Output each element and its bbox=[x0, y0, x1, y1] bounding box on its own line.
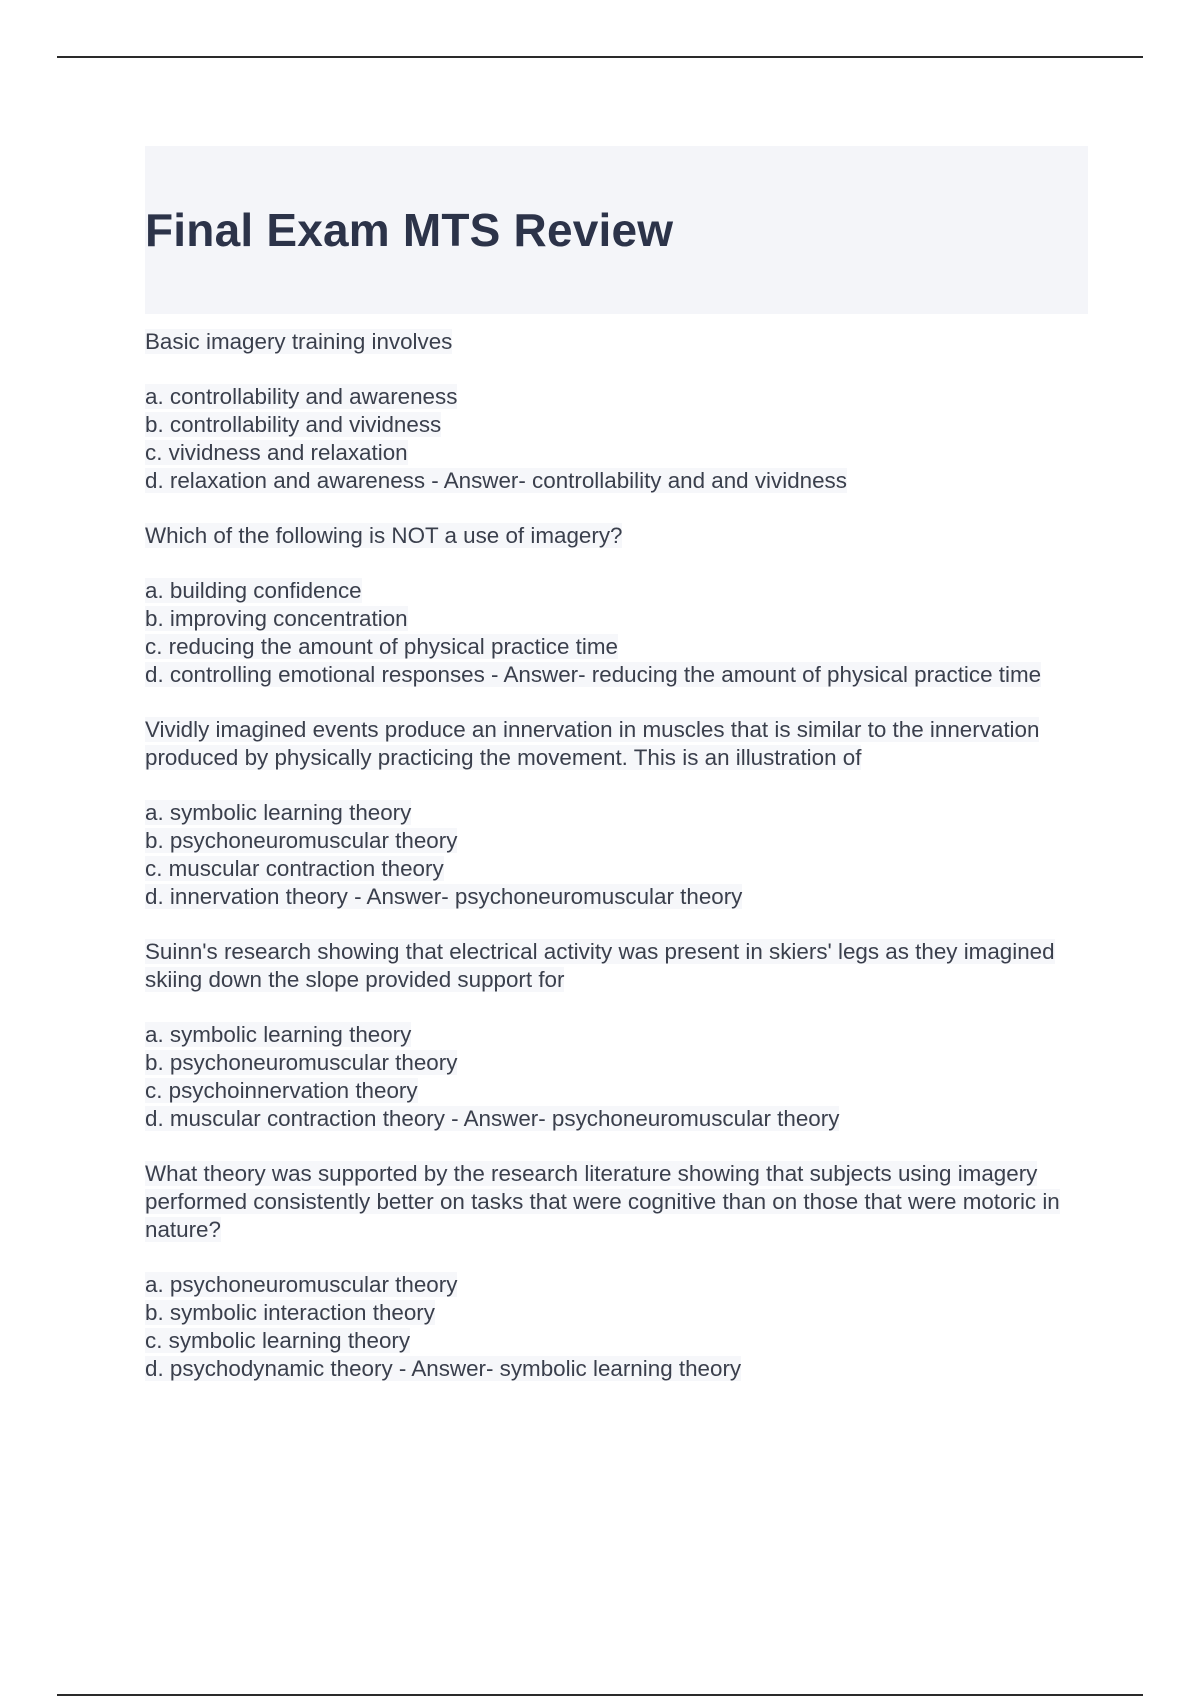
question-block bbox=[145, 1160, 1088, 1383]
question-block bbox=[145, 522, 1088, 689]
question-prompt: Basic imagery training involves bbox=[145, 329, 453, 354]
option-list bbox=[145, 577, 1088, 689]
option-list bbox=[145, 799, 1088, 911]
option-a: a. symbolic learning theory bbox=[145, 1022, 412, 1047]
question-block bbox=[145, 328, 1088, 495]
option-a: a. psychoneuromuscular theory bbox=[145, 1272, 458, 1297]
option-b: b. improving concentration bbox=[145, 606, 408, 631]
option-d-with-answer: d. relaxation and awareness - Answer- controllability and and vividness bbox=[145, 468, 847, 493]
question-list bbox=[145, 328, 1088, 1383]
document-body bbox=[145, 146, 1088, 1383]
option-c: c. psychoinnervation theory bbox=[145, 1078, 418, 1103]
option-d-with-answer: d. controlling emotional responses - Answer- reducing the amount of physical practice time bbox=[145, 662, 1042, 687]
option-d-with-answer: d. innervation theory - Answer- psychoneuromuscular theory bbox=[145, 884, 743, 909]
question-prompt: Vividly imagined events produce an innervation in muscles that is similar to the innervation produced by physically practicing the movement. This is an illustration of bbox=[145, 717, 1040, 770]
question-prompt: Which of the following is NOT a use of imagery? bbox=[145, 523, 623, 548]
option-c: c. vividness and relaxation bbox=[145, 440, 408, 465]
option-list bbox=[145, 1271, 1088, 1383]
question-block bbox=[145, 938, 1088, 1133]
page-title: Final Exam MTS Review bbox=[145, 204, 674, 256]
option-d-with-answer: d. psychodynamic theory - Answer- symbolic learning theory bbox=[145, 1356, 742, 1381]
question-prompt: What theory was supported by the research literature showing that subjects using imagery performed consistently better on tasks that were cognitive than on those that were motoric in nature? bbox=[145, 1161, 1060, 1242]
option-c: c. symbolic learning theory bbox=[145, 1328, 411, 1353]
option-a: a. symbolic learning theory bbox=[145, 800, 412, 825]
option-list bbox=[145, 383, 1088, 495]
option-b: b. controllability and vividness bbox=[145, 412, 442, 437]
option-b: b. psychoneuromuscular theory bbox=[145, 1050, 458, 1075]
top-divider bbox=[57, 56, 1143, 58]
option-c: c. muscular contraction theory bbox=[145, 856, 444, 881]
option-list bbox=[145, 1021, 1088, 1133]
title-band bbox=[145, 146, 1088, 314]
bottom-divider bbox=[57, 1694, 1143, 1696]
question-prompt: Suinn's research showing that electrical activity was present in skiers' legs as they imagined skiing down the slope provided support for bbox=[145, 939, 1055, 992]
question-block bbox=[145, 716, 1088, 911]
option-c: c. reducing the amount of physical practice time bbox=[145, 634, 618, 659]
option-d-with-answer: d. muscular contraction theory - Answer- psychoneuromuscular theory bbox=[145, 1106, 840, 1131]
option-a: a. controllability and awareness bbox=[145, 384, 458, 409]
option-a: a. building confidence bbox=[145, 578, 362, 603]
option-b: b. psychoneuromuscular theory bbox=[145, 828, 458, 853]
option-b: b. symbolic interaction theory bbox=[145, 1300, 435, 1325]
